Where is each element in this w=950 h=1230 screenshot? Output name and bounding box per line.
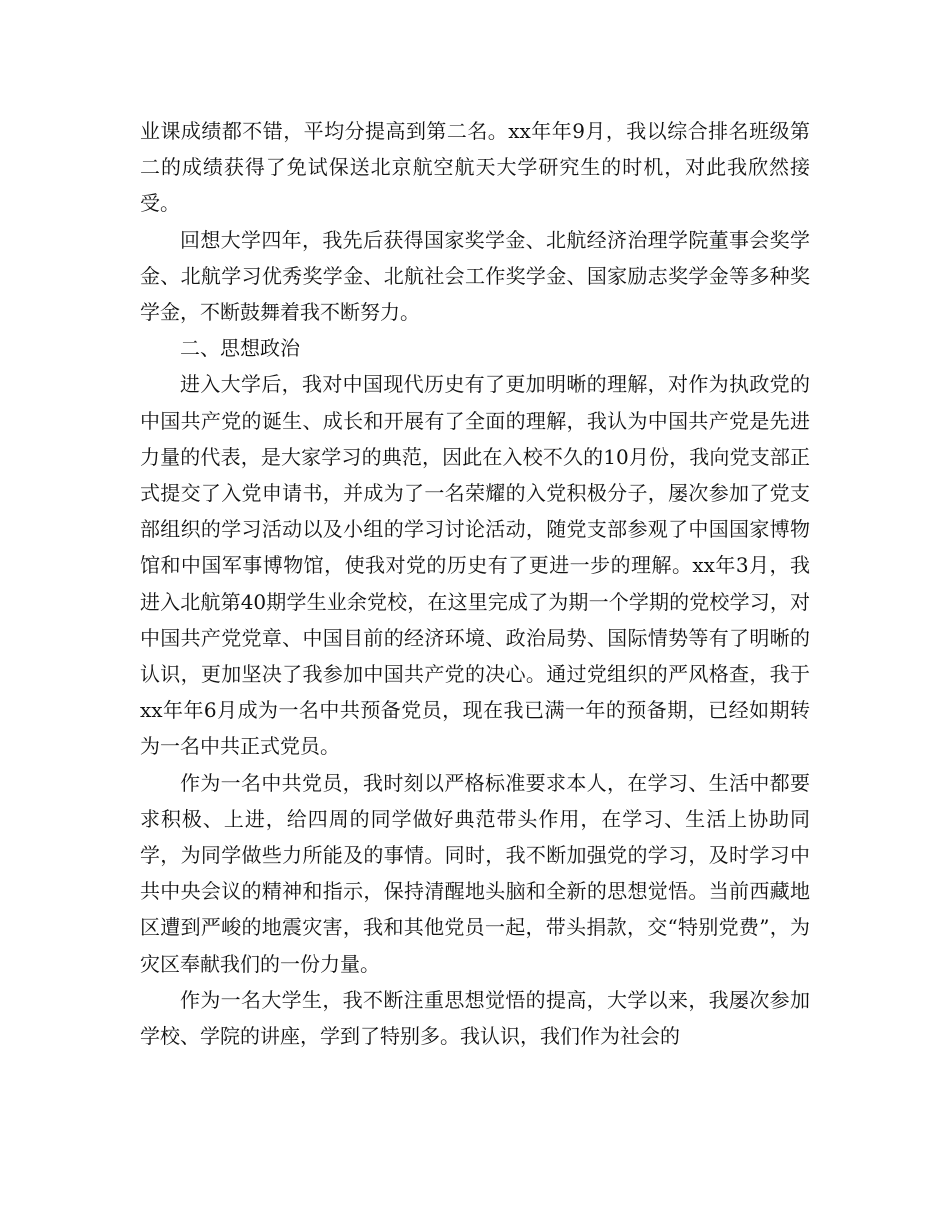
- paragraph-3: 进入大学后，我对中国现代历史有了更加明晰的理解，对作为执政党的中国共产党的诞生、成长和开展有了全面的理解，我认为中国共产党是先进力量的代表，是大家学习的典范，因此在入校不久的10月份，我向党支部正式提交了入党申请书，并成为了一名荣耀的入党积极分子，屡次参加了党支部组织的学习活动以及小组的学习讨论活动，随党支部参观了中国国家博物馆和中国军事博物馆，使我对党的历史有了更进一步的理解。xx年3月，我进入北航第40期学生业余党校，在这里完成了为期一个学期的党校学习，对中国共产党党章、中国目前的经济环境、政治局势、国际情势等有了明晰的认识，更加坚决了我参加中国共产党的决心。通过党组织的严风格查，我于xx年年6月成为一名中共预备党员，现在我已满一年的预备期，已经如期转为一名中共正式党员。: [140, 372, 810, 759]
- paragraph-2: 回想大学四年，我先后获得国家奖学金、北航经济治理学院董事会奖学金、北航学习优秀奖学金、北航社会工作奖学金、国家励志奖学金等多种奖学金，不断鼓舞着我不断努力。: [140, 227, 810, 325]
- document-body: [140, 113, 810, 1054]
- section-heading: 二、思想政治: [180, 336, 300, 361]
- paragraph-4: 作为一名中共党员，我时刻以严格标准要求本人，在学习、生活中都要求积极、上进，给四周的同学做好典范带头作用，在学习、生活上协助同学，为同学做些力所能及的事情。同时，我不断加强党的学习，及时学习中共中央会议的精神和指示，保持清醒地头脑和全新的思想觉悟。当前西藏地区遭到严峻的地震灾害，我和其他党员一起，带头捐款，交“特别党费”，为灾区奉献我们的一份力量。: [140, 770, 810, 976]
- paragraph-5: 作为一名大学生，我不断注重思想觉悟的提高，大学以来，我屡次参加学校、学院的讲座，学到了特别多。我认识，我们作为社会的: [140, 987, 810, 1049]
- paragraph-1: 业课成绩都不错，平均分提高到第二名。xx年年9月，我以综合排名班级第二的成绩获得了免试保送北京航空航天大学研究生的时机，对此我欣然接受。: [140, 119, 810, 216]
